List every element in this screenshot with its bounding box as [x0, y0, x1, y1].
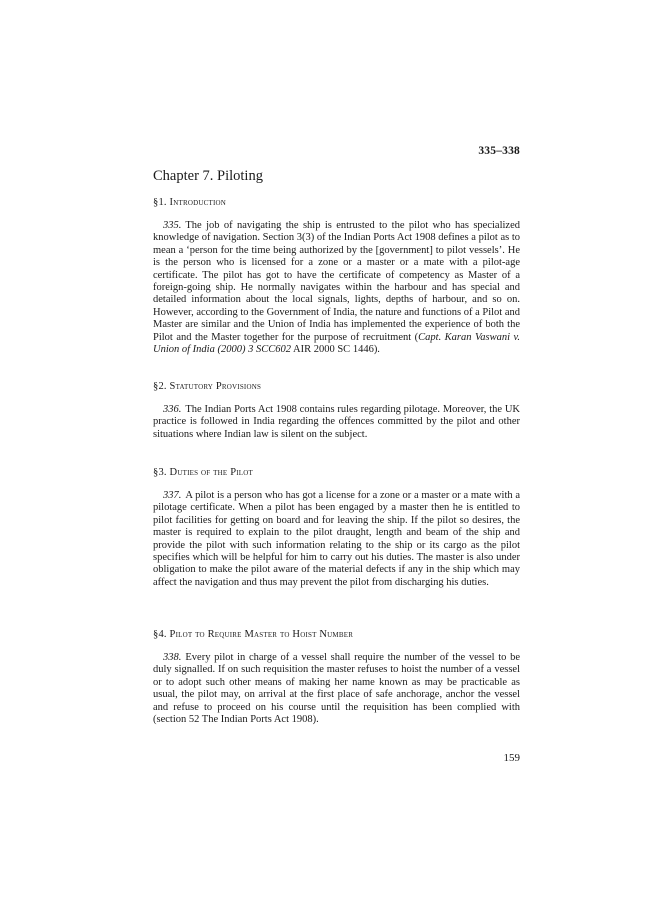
paragraph-number: 337.	[163, 490, 182, 501]
paragraph-335	[153, 220, 520, 356]
paragraph-text: The job of navigating the ship is entrusted to the pilot who has specialized knowledge of navigation. Section 3(3) of the Indian Ports Act 1908 defines a pilot as to mean a ‘person for the time being authorized by the [government] to pilot vessels’. He is the person who is licensed for a zone or a master or a mate with a pilot-age certificate. The pilot has got to have the certificate of competency as Master of a foreign-going ship. He normally navigates within the harbour and has special and detailed information about the local signals, lights, depths of harbour, and so on. However, according to the Government of India, the nature and functions of a Pilot and Master are similar and the Union of India has implemented the experience of both the Pilot and the Master together for the purpose of recruitment (	[153, 220, 520, 343]
paragraph-337	[153, 490, 520, 589]
section-heading-hoist-number: §4. Pilot to Require Master to Hoist Number	[153, 629, 354, 640]
paragraph-text: A pilot is a person who has got a license for a zone or a master or a mate with a pilotage certificate. When a pilot has been engaged by a master then he is entitled to pilot facilities for getting on board and for leaving the ship. If the pilot so desires, the master is required to explain to the pilot draught, length and beam of the ship and provide the pilot with such information relating to the ship or its cargo as the pilot specifies which will be helpful for him to carry out his duties. The master is also under obligation to make the pilot aware of the material defects if any in the ship which may affect the navigation and thus may prevent the pilot from discharging his duties.	[153, 490, 520, 588]
paragraph-text-end: AIR 2000 SC 1446).	[290, 344, 380, 356]
paragraph-336	[153, 404, 520, 441]
section-heading-statutory-provisions: §2. Statutory Provisions	[153, 381, 262, 392]
paragraph-text: The Indian Ports Act 1908 contains rules regarding pilotage. Moreover, the UK practice is followed in India regarding the offences committed by the pilot and other situations where Indian law is silent on the subject.	[153, 404, 520, 440]
paragraph-number: 336.	[163, 404, 182, 415]
chapter-title: Chapter 7. Piloting	[153, 168, 263, 184]
paragraph-number: 335.	[163, 220, 182, 231]
running-head: 335–338	[478, 145, 520, 157]
section-heading-duties-of-pilot: §3. Duties of the Pilot	[153, 467, 253, 478]
paragraph-338	[153, 652, 520, 726]
case-citation: Capt. Karan Vaswani v. Union of India (2000) 3 SCC602	[153, 331, 520, 356]
paragraph-text: Every pilot in charge of a vessel shall require the number of the vessel to be duly signalled. If on such requisition the master refuses to hoist the number of a vessel or to adopt such other means of making her name known as may be practicable as usual, the pilot may, on arrival at the first place of safe anchorage, anchor the vessel and refuse to proceed on his course until the requisition has been complied with (section 52 The Indian Ports Act 1908).	[153, 652, 520, 726]
section-heading-introduction: §1. Introduction	[153, 197, 226, 208]
page-number: 159	[503, 752, 520, 764]
paragraph-number: 338.	[163, 652, 182, 663]
